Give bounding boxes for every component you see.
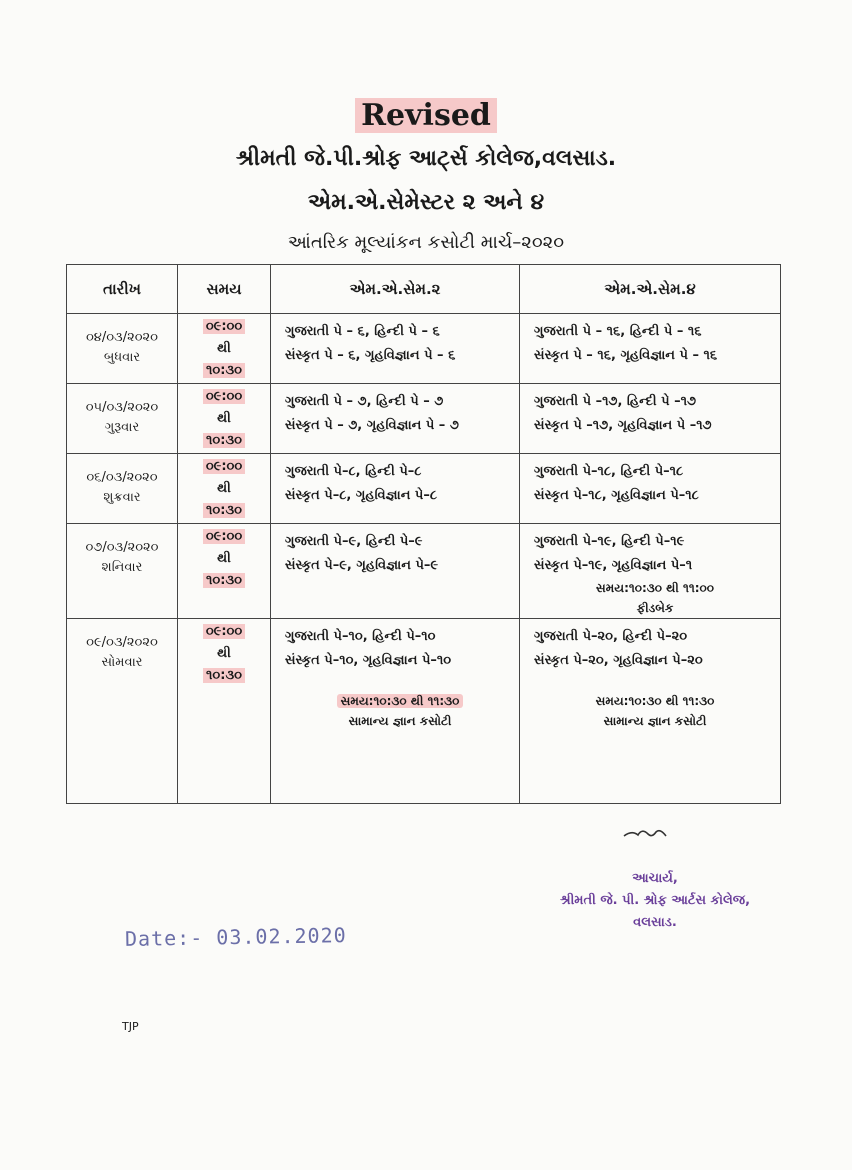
time-start: ૦૯:૦૦ xyxy=(203,529,245,544)
sem4-cell xyxy=(520,314,781,384)
header-sem4: એમ.એ.સેમ.૪ xyxy=(520,265,781,314)
time-end: ૧૦:૩૦ xyxy=(203,573,245,588)
sem2-line1: ગુજરાતી પે–૯, હિન્દી પે–૯ xyxy=(285,534,423,549)
time-sep: થી xyxy=(217,551,231,566)
sem4-line1: ગુજરાતી પે – ૧૬, હિન્દી પે – ૧૬ xyxy=(534,324,702,339)
date-value: ૦૪/૦૩/૨૦૨૦ xyxy=(85,330,159,345)
sem4-cell xyxy=(520,454,781,524)
sem2-line2: સંસ્કૃત પે–૯, ગૃહવિજ્ઞાન પે–૯ xyxy=(285,558,439,573)
day-value: શનિવાર xyxy=(101,560,143,575)
date-cell xyxy=(67,314,178,384)
time-cell xyxy=(178,384,271,454)
time-sep: થી xyxy=(217,646,231,661)
time-start: ૦૯:૦૦ xyxy=(203,459,245,474)
date-value: ૦૬/૦૩/૨૦૨૦ xyxy=(86,470,158,485)
time-start: ૦૯:૦૦ xyxy=(203,624,245,639)
revised-label: Revised xyxy=(355,98,497,133)
sem4-cell xyxy=(520,619,781,804)
initials: TJP xyxy=(122,1020,139,1033)
handwritten-date: Date:- 03.02.2020 xyxy=(124,923,347,951)
sem2-note-time: સમય:૧૦:૩૦ થી ૧૧:૩૦ xyxy=(337,694,464,708)
day-value: સોમવાર xyxy=(101,655,143,670)
sem2-line1: ગુજરાતી પે–૧૦, હિન્દી પે–૧૦ xyxy=(285,629,436,644)
sem4-note-time: સમય:૧૦:૩૦ થી ૧૧:૦૦ xyxy=(596,581,714,595)
sem4-cell xyxy=(520,524,781,619)
date-cell xyxy=(67,454,178,524)
sem2-cell xyxy=(271,384,520,454)
sem4-line2: સંસ્કૃત પે–૨૦, ગૃહવિજ્ઞાન પે–૨૦ xyxy=(534,653,703,668)
principal-college: શ્રીમતી જે. પી. શ્રોફ આર્ટસ કોલેજ, xyxy=(559,893,751,908)
sem2-line1: ગુજરાતી પે–૮, હિન્દી પે–૮ xyxy=(285,464,422,479)
sem4-line2: સંસ્કૃત પે – ૧૬, ગૃહવિજ્ઞાન પે – ૧૬ xyxy=(534,348,718,363)
day-value: બુધવાર xyxy=(103,350,141,365)
principal-stamp xyxy=(540,868,770,934)
sem2-cell xyxy=(271,619,520,804)
sem2-line2: સંસ્કૃત પે – ૭, ગૃહવિજ્ઞાન પે – ૭ xyxy=(285,418,459,433)
revised-title xyxy=(0,98,852,133)
sem4-line1: ગુજરાતી પે–૨૦, હિન્દી પે–૨૦ xyxy=(534,629,688,644)
sem2-line1: ગુજરાતી પે – ૭, હિન્દી પે – ૭ xyxy=(285,394,444,409)
day-value: શુક્રવાર xyxy=(103,490,141,505)
table-header-row xyxy=(67,265,781,314)
time-cell xyxy=(178,619,271,804)
time-start: ૦૯:૦૦ xyxy=(203,319,245,334)
date-value: ૦૯/૦૩/૨૦૨૦ xyxy=(86,635,158,650)
sem2-cell xyxy=(271,454,520,524)
day-value: ગુરૂવાર xyxy=(104,420,140,435)
schedule-table xyxy=(66,264,781,804)
time-end: ૧૦:૩૦ xyxy=(203,668,245,683)
sem4-note-label: ફીડબેક xyxy=(636,601,674,615)
time-end: ૧૦:૩૦ xyxy=(203,363,245,378)
exam-title: આંતરિક મૂલ્યાંકન કસોટી માર્ચ–૨૦૨૦ xyxy=(287,232,565,253)
table-row xyxy=(67,619,781,804)
table-row xyxy=(67,524,781,619)
sem4-cell xyxy=(520,384,781,454)
principal-city: વલસાડ. xyxy=(633,915,677,930)
header-time: સમય xyxy=(178,265,271,314)
sem2-line1: ગુજરાતી પે – ૬, હિન્દી પે – ૬ xyxy=(285,324,440,339)
sem4-line1: ગુજરાતી પે –૧૭, હિન્દી પે –૧૭ xyxy=(534,394,697,409)
table-row xyxy=(67,454,781,524)
time-cell xyxy=(178,524,271,619)
sem4-line2: સંસ્કૃત પે –૧૭, ગૃહવિજ્ઞાન પે –૧૭ xyxy=(534,418,712,433)
sem4-line1: ગુજરાતી પે–૧૯, હિન્દી પે–૧૯ xyxy=(534,534,685,549)
time-sep: થી xyxy=(217,481,231,496)
sem4-note-label: સામાન્ય જ્ઞાન કસોટી xyxy=(603,714,707,728)
table-row xyxy=(67,384,781,454)
sem2-cell xyxy=(271,314,520,384)
date-cell xyxy=(67,384,178,454)
sem2-note-label: સામાન્ય જ્ઞાન કસોટી xyxy=(348,714,452,728)
header-date: તારીખ xyxy=(67,265,178,314)
program-title: એમ.એ.સેમેસ્ટર ૨ અને ૪ xyxy=(307,190,545,215)
sem2-line2: સંસ્કૃત પે–૮, ગૃહવિજ્ઞાન પે–૮ xyxy=(285,488,437,503)
sem4-note-time: સમય:૧૦:૩૦ થી ૧૧:૩૦ xyxy=(595,694,715,708)
header-sem2: એમ.એ.સેમ.૨ xyxy=(271,265,520,314)
principal-title: આચાર્ય, xyxy=(632,871,678,886)
table-row xyxy=(67,314,781,384)
time-end: ૧૦:૩૦ xyxy=(203,433,245,448)
college-title: શ્રીમતી જે.પી.શ્રોફ આર્ટ્સ કોલેજ,વલસાડ. xyxy=(235,146,617,171)
time-sep: થી xyxy=(217,411,231,426)
sem2-line2: સંસ્કૃત પે–૧૦, ગૃહવિજ્ઞાન પે–૧૦ xyxy=(285,653,452,668)
sem4-line2: સંસ્કૃત પે–૧૯, ગૃહવિજ્ઞાન પે–૧ xyxy=(534,558,693,573)
sem2-cell xyxy=(271,524,520,619)
time-cell xyxy=(178,314,271,384)
sem4-line2: સંસ્કૃત પે–૧૮, ગૃહવિજ્ઞાન પે–૧૮ xyxy=(534,488,699,503)
sem2-line2: સંસ્કૃત પે – ૬, ગૃહવિજ્ઞાન પે – ૬ xyxy=(285,348,456,363)
time-cell xyxy=(178,454,271,524)
signature-mark xyxy=(622,824,668,848)
time-end: ૧૦:૩૦ xyxy=(203,503,245,518)
date-value: ૦૫/૦૩/૨૦૨૦ xyxy=(85,400,159,415)
time-sep: થી xyxy=(217,341,231,356)
sem4-line1: ગુજરાતી પે–૧૮, હિન્દી પે–૧૮ xyxy=(534,464,684,479)
date-cell xyxy=(67,619,178,804)
date-cell xyxy=(67,524,178,619)
date-value: ૦૭/૦૩/૨૦૨૦ xyxy=(85,540,159,555)
time-start: ૦૯:૦૦ xyxy=(203,389,245,404)
